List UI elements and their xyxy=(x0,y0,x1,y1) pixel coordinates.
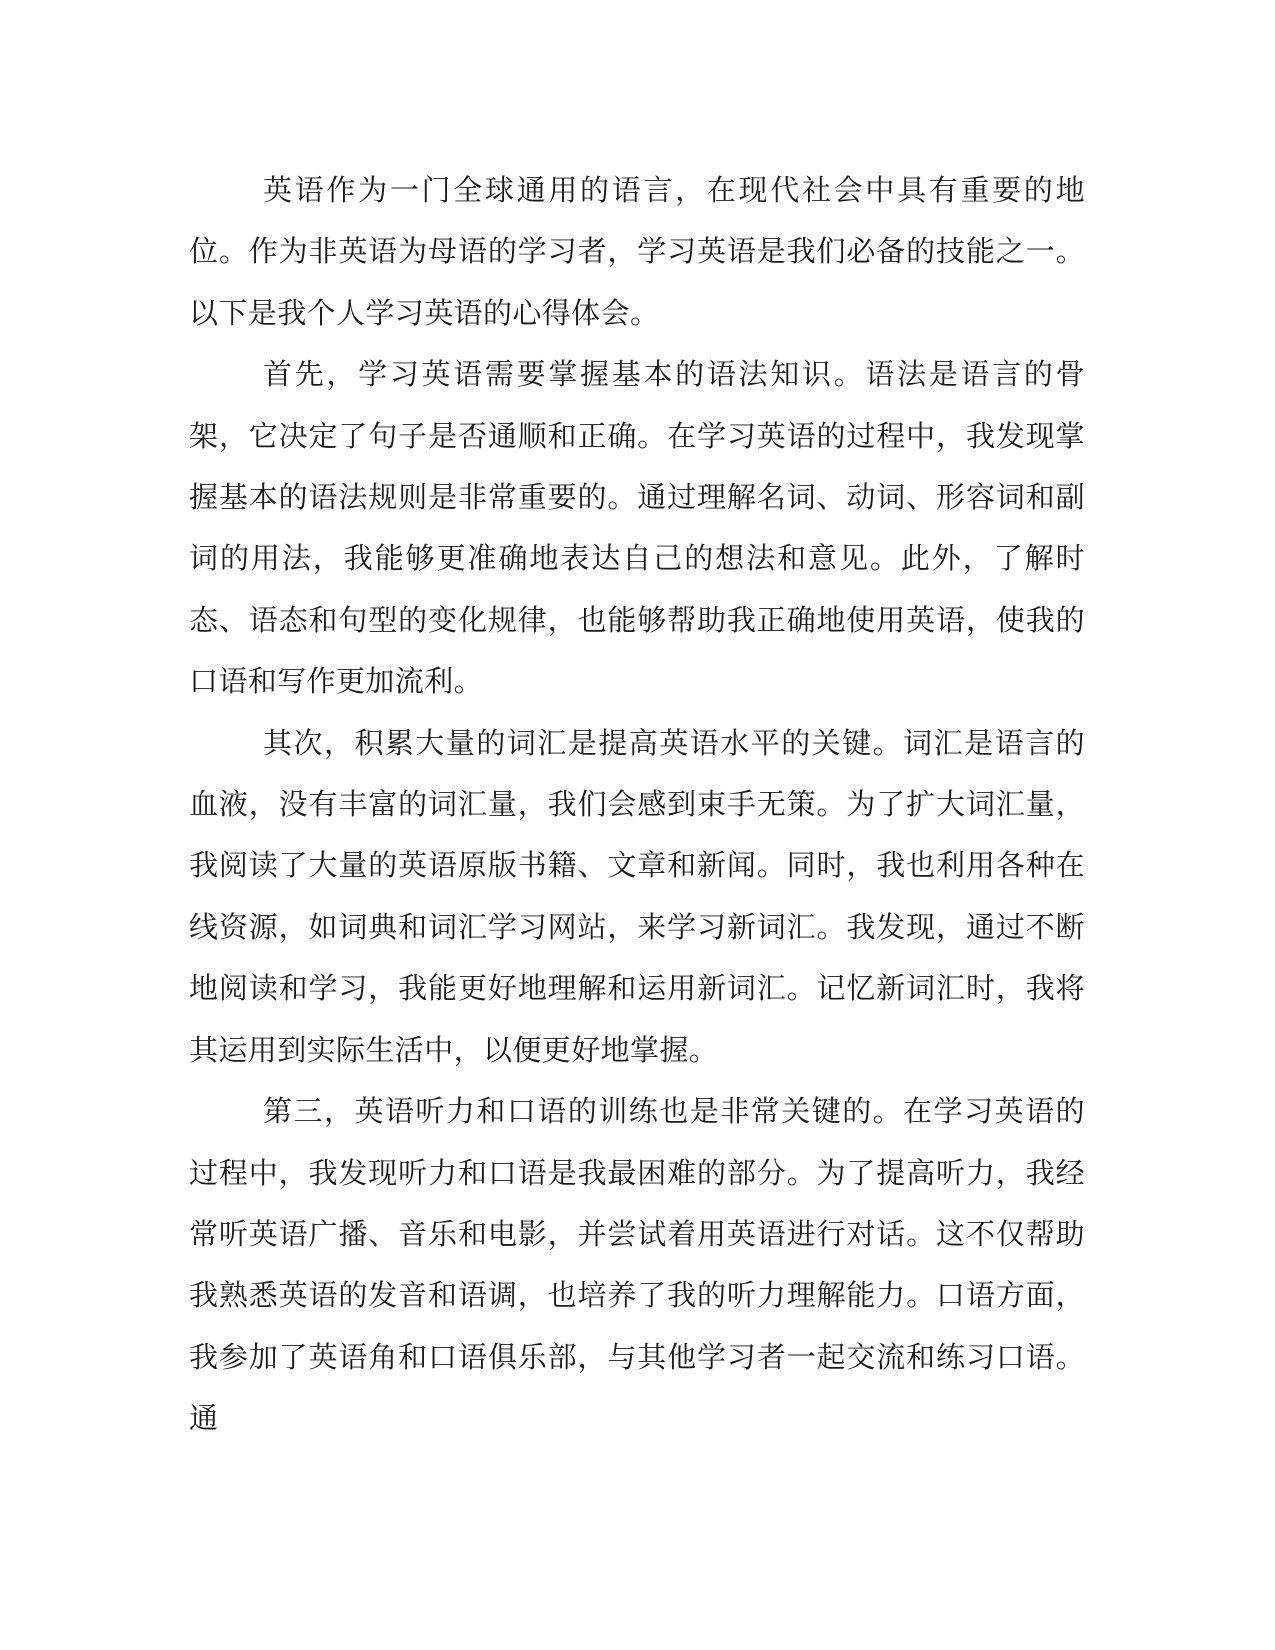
paragraph-grammar: 首先，学习英语需要掌握基本的语法知识。语法是语言的骨架，它决定了句子是否通顺和正确。在学习英语的过程中，我发现掌握基本的语法规则是非常重要的。通过理解名词、动词、形容词和副词的用法，我能够更准确地表达自己的想法和意见。此外，了解时态、语态和句型的变化规律，也能够帮助我正确地使用英语，使我的口语和写作更加流利。 xyxy=(189,357,1085,699)
paragraph-intro: 英语作为一门全球通用的语言，在现代社会中具有重要的地位。作为非英语为母语的学习者，学习英语是我们必备的技能之一。以下是我个人学习英语的心得体会。 xyxy=(189,173,1085,330)
paragraph-listening-speaking: 第三，英语听力和口语的训练也是非常关键的。在学习英语的过程中，我发现听力和口语是我最困难的部分。为了提高听力，我经常听英语广播、音乐和电影，并尝试着用英语进行对话。这不仅帮助我熟悉英语的发音和语调，也培养了我的听力理解能力。口语方面，我参加了英语角和口语俱乐部，与其他学习者一起交流和练习口语。通 xyxy=(189,1094,1085,1436)
document-body xyxy=(189,160,1085,1450)
paragraph-vocabulary: 其次，积累大量的词汇是提高英语水平的关键。词汇是语言的血液，没有丰富的词汇量，我们会感到束手无策。为了扩大词汇量，我阅读了大量的英语原版书籍、文章和新闻。同时，我也利用各种在线资源，如词典和词汇学习网站，来学习新词汇。我发现，通过不断地阅读和学习，我能更好地理解和运用新词汇。记忆新词汇时，我将其运用到实际生活中，以便更好地掌握。 xyxy=(189,725,1085,1067)
